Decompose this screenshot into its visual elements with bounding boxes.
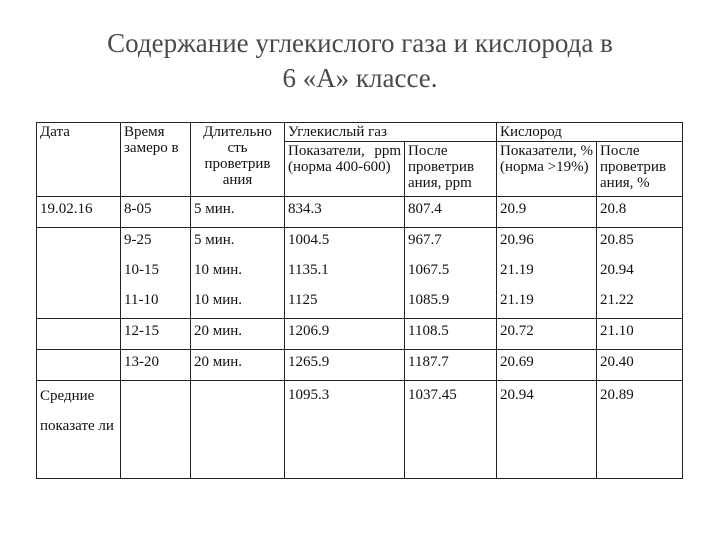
cell-date: [37, 288, 121, 319]
averages-co2-before: 1095.3: [285, 381, 405, 479]
header-o2: Кислород: [497, 123, 683, 142]
averages-empty-duration: [191, 381, 285, 479]
cell-duration: 5 мин.: [191, 228, 285, 259]
header-date: Дата: [37, 123, 121, 197]
averages-empty-time: [121, 381, 191, 479]
header-time: Время замеро в: [121, 123, 191, 197]
cell-o2-before: 20.96: [497, 228, 597, 259]
averages-label: Средние показате ли: [37, 381, 121, 479]
cell-duration: 20 мин.: [191, 350, 285, 381]
cell-time: 9-25: [121, 228, 191, 259]
cell-co2-after: 1187.7: [405, 350, 497, 381]
title-line-1: Содержание углекислого газа и кислорода в: [107, 28, 613, 58]
cell-o2-before: 21.19: [497, 288, 597, 319]
cell-o2-after: 20.94: [597, 258, 683, 288]
cell-co2-after: 1067.5: [405, 258, 497, 288]
averages-row: [37, 381, 683, 479]
page-title: [0, 26, 720, 96]
cell-o2-after: 20.85: [597, 228, 683, 259]
cell-co2-before: 834.3: [285, 197, 405, 228]
table-row: [37, 197, 683, 228]
cell-co2-after: 967.7: [405, 228, 497, 259]
cell-duration: 20 мин.: [191, 319, 285, 350]
cell-o2-after: 21.10: [597, 319, 683, 350]
averages-o2-before: 20.94: [497, 381, 597, 479]
cell-o2-after: 20.8: [597, 197, 683, 228]
cell-duration: 5 мин.: [191, 197, 285, 228]
cell-co2-after: 1108.5: [405, 319, 497, 350]
cell-o2-before: 20.69: [497, 350, 597, 381]
cell-o2-before: 20.72: [497, 319, 597, 350]
cell-co2-before: 1206.9: [285, 319, 405, 350]
header-co2-indicators: Показатели, ppm (норма 400-600): [285, 142, 405, 197]
cell-co2-after: 807.4: [405, 197, 497, 228]
cell-date: [37, 319, 121, 350]
cell-date: [37, 350, 121, 381]
cell-date: [37, 258, 121, 288]
averages-co2-after: 1037.45: [405, 381, 497, 479]
header-duration: Длительно сть проветрив ания: [191, 123, 285, 197]
title-line-2: 6 «А» классе.: [282, 63, 438, 93]
cell-o2-before: 20.9: [497, 197, 597, 228]
table-row: [37, 258, 683, 288]
measurements-table: [36, 122, 683, 479]
header-co2-after: После проветрив ания, ppm: [405, 142, 497, 197]
cell-date: [37, 228, 121, 259]
cell-co2-before: 1135.1: [285, 258, 405, 288]
table-row: [37, 319, 683, 350]
averages-o2-after: 20.89: [597, 381, 683, 479]
cell-time: 11-10: [121, 288, 191, 319]
cell-o2-after: 21.22: [597, 288, 683, 319]
cell-time: 8-05: [121, 197, 191, 228]
header-o2-indicators: Показатели, % (норма >19%): [497, 142, 597, 197]
header-co2: Углекислый газ: [285, 123, 497, 142]
cell-co2-before: 1125: [285, 288, 405, 319]
table-row: [37, 350, 683, 381]
header-o2-after: После проветрив ания, %: [597, 142, 683, 197]
cell-duration: 10 мин.: [191, 258, 285, 288]
cell-time: 13-20: [121, 350, 191, 381]
cell-time: 10-15: [121, 258, 191, 288]
table-row: [37, 288, 683, 319]
cell-co2-after: 1085.9: [405, 288, 497, 319]
cell-o2-before: 21.19: [497, 258, 597, 288]
table-row: [37, 228, 683, 259]
cell-duration: 10 мин.: [191, 288, 285, 319]
cell-co2-before: 1265.9: [285, 350, 405, 381]
cell-o2-after: 20.40: [597, 350, 683, 381]
cell-time: 12-15: [121, 319, 191, 350]
cell-date: 19.02.16: [37, 197, 121, 228]
cell-co2-before: 1004.5: [285, 228, 405, 259]
